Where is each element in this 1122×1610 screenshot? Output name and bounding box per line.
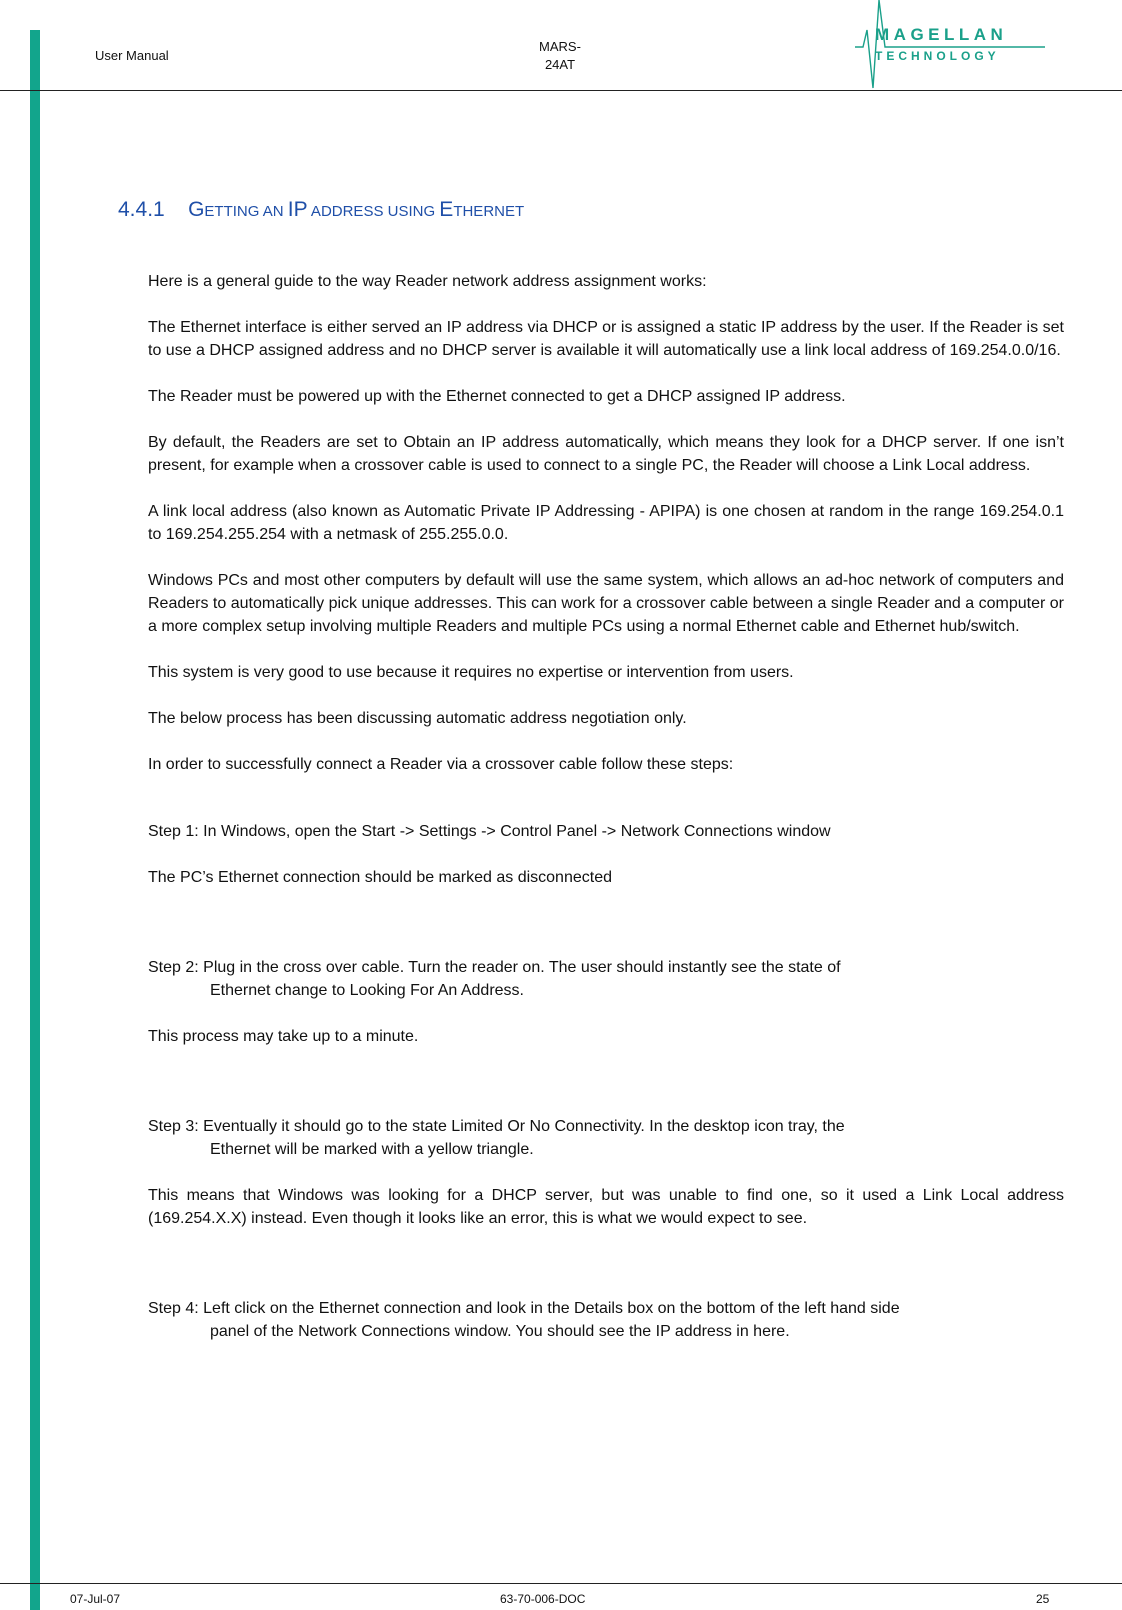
step-4	[148, 1297, 1064, 1343]
step-4-line2: panel of the Network Connections window. You should see the IP address in here.	[210, 1323, 790, 1340]
paragraph: By default, the Readers are set to Obtain an IP address automatically, which means they look for a DHCP server. If one isn’t present, for example when a crossover cable is used to connect to a single PC, the Reader will choose a Link Local address.	[148, 434, 1064, 474]
svg-text:TECHNOLOGY: TECHNOLOGY	[875, 49, 1000, 63]
paragraph: Windows PCs and most other computers by default will use the same system, which allows an ad-hoc network of computers and Readers to automatically pick unique addresses. This can work for a crossover cable between a single Reader and a computer or a more complex setup involving multiple Readers and multiple PCs using a normal Ethernet cable and Ethernet hub/switch.	[148, 572, 1064, 635]
step-2	[148, 956, 1064, 1002]
paragraph: Here is a general guide to the way Reader network address assignment works:	[148, 273, 707, 290]
title-address-using: ADDRESS USING	[307, 203, 440, 220]
header-product-line2: 24AT	[544, 57, 576, 72]
paragraph: This process may take up to a minute.	[148, 1028, 419, 1045]
header-product	[520, 38, 600, 74]
footer-doc-number: 63-70-006-DOC	[500, 1592, 586, 1606]
paragraph: A link local address (also known as Automatic Private IP Addressing - APIPA) is one chosen at random in the range 169.254.0.1 to 169.254.255.254 with a netmask of 255.255.0.0.	[148, 503, 1064, 543]
paragraph: This system is very good to use because it requires no expertise or intervention from users.	[148, 664, 794, 681]
margin-bar	[30, 30, 40, 1610]
footer-rule	[0, 1583, 1122, 1584]
body-content	[148, 270, 1064, 1343]
step-2-line1: Step 2: Plug in the cross over cable. Turn the reader on. The user should instantly see the state of	[148, 959, 841, 976]
header-manual-label: User Manual	[95, 48, 169, 63]
title-etting: ETTING AN	[204, 203, 288, 220]
section-heading	[118, 198, 524, 222]
paragraph: The Reader must be powered up with the Ethernet connected to get a DHCP assigned IP address.	[148, 388, 846, 405]
magellan-logo	[855, 0, 1045, 90]
header-product-line1: MARS-	[539, 39, 581, 54]
step-3-line2: Ethernet will be marked with a yellow triangle.	[210, 1141, 534, 1158]
title-e: E	[439, 198, 454, 221]
step-1: Step 1: In Windows, open the Start -> Settings -> Control Panel -> Network Connections window	[148, 823, 831, 840]
section-number: 4.4.1	[118, 198, 165, 221]
paragraph: In order to successfully connect a Reader via a crossover cable follow these steps:	[148, 756, 734, 773]
footer-date: 07-Jul-07	[70, 1592, 121, 1606]
paragraph: The PC’s Ethernet connection should be marked as disconnected	[148, 869, 612, 886]
title-ip: IP	[287, 198, 308, 221]
paragraph: The below process has been discussing automatic address negotiation only.	[148, 710, 687, 727]
paragraph: This means that Windows was looking for a DHCP server, but was unable to ﬁnd one, so it used a Link Local address (169.254.X.X) instead. Even though it looks like an error, this is what we would expect to see.	[148, 1187, 1064, 1227]
step-3-line1: Step 3: Eventually it should go to the state Limited Or No Connectivity. In the desktop icon tray, the	[148, 1118, 845, 1135]
paragraph: The Ethernet interface is either served an IP address via DHCP or is assigned a static IP address by the user. If the Reader is set to use a DHCP assigned address and no DHCP server is available it will automatically use a link local address of 169.254.0.0/16.	[148, 319, 1064, 359]
step-4-line1: Step 4: Left click on the Ethernet connection and look in the Details box on the bottom of the left hand side	[148, 1300, 900, 1317]
section-title-text	[188, 198, 524, 221]
title-g: G	[188, 198, 205, 221]
title-thernet: THERNET	[453, 203, 525, 220]
footer-page-number: 25	[1036, 1592, 1050, 1606]
step-3	[148, 1115, 1064, 1161]
step-2-line2: Ethernet change to Looking For An Address.	[210, 982, 524, 999]
svg-text:MAGELLAN: MAGELLAN	[875, 25, 1008, 44]
header-rule	[0, 90, 1122, 91]
